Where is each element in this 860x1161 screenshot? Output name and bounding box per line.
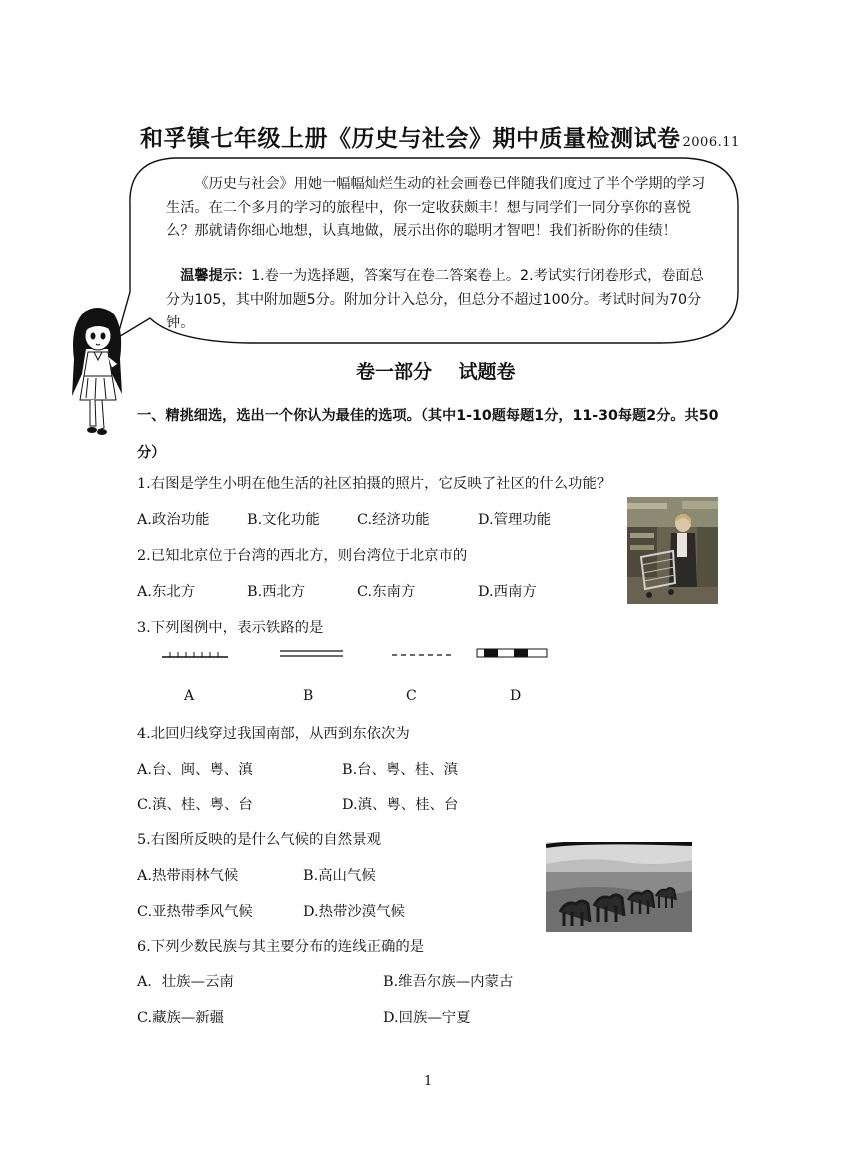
q4-option-c: C.滇、桂、粤、台 <box>137 797 253 813</box>
q5-stem: 5.右图所反映的是什么气候的自然景观 <box>137 832 381 848</box>
q1-option-d: D.管理功能 <box>478 512 552 528</box>
q6-option-d: D.回族—宁夏 <box>383 1010 471 1026</box>
title-date: 2006.11 <box>682 135 740 150</box>
q1-option-a: A.政治功能 <box>137 512 210 528</box>
legend-d-symbol <box>476 646 548 662</box>
q5-option-a: A.热带雨林气候 <box>137 868 239 884</box>
q6-stem: 6.下列少数民族与其主要分布的连线正确的是 <box>137 939 425 955</box>
q2-option-c: C.东南方 <box>357 584 416 600</box>
q5-option-b: B.高山气候 <box>303 868 376 884</box>
tip-label: 温馨提示： <box>180 268 252 284</box>
q1-stem: 1.右图是学生小明在他生活的社区拍摄的照片，它反映了社区的什么功能？ <box>137 476 612 492</box>
section-heading: 一、精挑细选，选出一个你认为最佳的选项。（其中1-10题每题1分，11-30每题2分。共50分） <box>137 408 719 461</box>
q1-option-c: C.经济功能 <box>357 512 430 528</box>
q2-option-d: D.西南方 <box>478 584 537 600</box>
legend-a-label: A <box>184 688 195 704</box>
q2-option-b: B.西北方 <box>247 584 306 600</box>
q3-stem: 3.下列图例中，表示铁路的是 <box>137 620 324 636</box>
part-title: 卷一部分 试题卷 <box>356 361 516 383</box>
q4-stem: 4.北回归线穿过我国南部，从西到东依次为 <box>137 726 410 742</box>
q4-option-d: D.滇、粤、桂、台 <box>342 797 459 813</box>
q4-option-a: A.台、闽、粤、滇 <box>137 762 253 778</box>
legend-c-symbol <box>390 646 454 662</box>
q6-option-b: B.维吾尔族—内蒙古 <box>383 974 514 990</box>
legend-c-label: C <box>406 688 417 704</box>
page-number: 1 <box>424 1074 433 1089</box>
q5-option-c: C.亚热带季风气候 <box>137 904 253 920</box>
q2-stem: 2.已知北京位于台湾的西北方，则台湾位于北京市的 <box>137 548 468 564</box>
tips-paragraph <box>166 265 714 336</box>
q5-option-d: D.热带沙漠气候 <box>303 904 405 920</box>
q1-option-b: B.文化功能 <box>247 512 320 528</box>
supermarket-photo <box>627 497 718 604</box>
legend-b-label: B <box>303 688 314 704</box>
tip-text: 1.卷一为选择题，答案写在卷二答案卷上。2.考试实行闭卷形式，卷面总分为105，其中附加题5分。附加分计入总分，但总分不超过100分。考试时间为70分钟。 <box>166 268 704 332</box>
q6-option-a: A．壮族—云南 <box>137 974 234 990</box>
q6-option-c: C.藏族—新疆 <box>137 1010 225 1026</box>
desert-camels-photo <box>546 842 692 932</box>
legend-b-symbol <box>279 646 345 662</box>
legend-a-symbol <box>160 646 230 662</box>
girl-illustration <box>62 304 132 440</box>
q4-option-b: B.台、粤、桂、滇 <box>342 762 458 778</box>
q2-option-a: A.东北方 <box>137 584 196 600</box>
legend-d-label: D <box>510 688 522 704</box>
intro-paragraph: 《历史与社会》用她一幅幅灿烂生动的社会画卷已伴随我们度过了半个学期的学习生活。在二个多月的学习的旅程中，你一定收获颇丰！想与同学们一同分享你的喜悦么？那就请你细心地想，认真地做，展示出你的聪明才智吧！我们祈盼你的佳绩！ <box>166 176 706 240</box>
title-main: 和孚镇七年级上册《历史与社会》期中质量检测试卷 <box>140 125 681 152</box>
